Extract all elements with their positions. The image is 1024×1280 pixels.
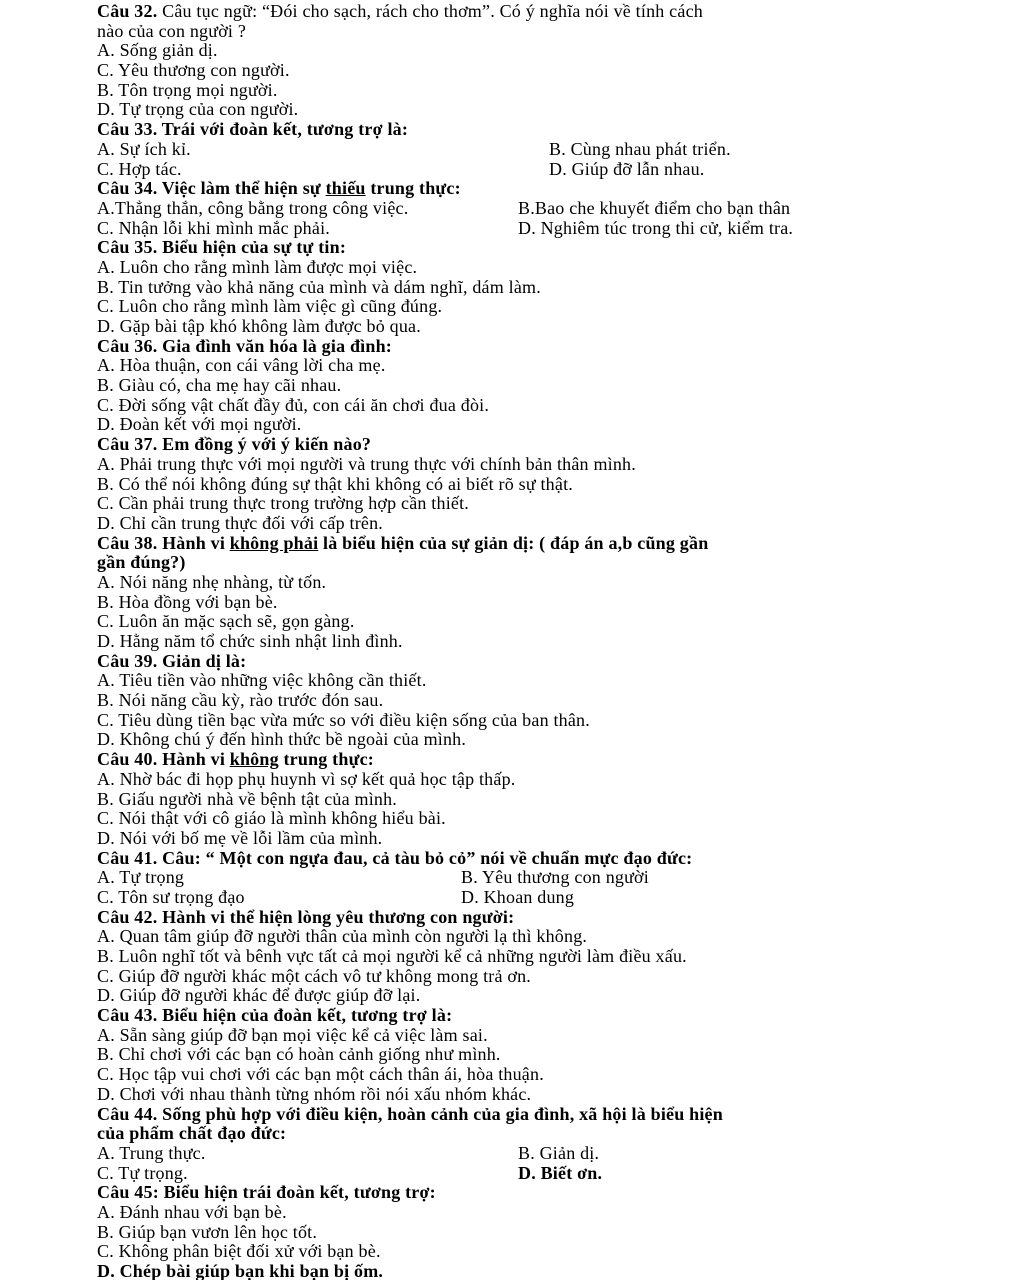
answer-option-row — [97, 415, 942, 435]
answer-option: C. Nói thật với cô giáo là mình không hiểu bài. — [97, 808, 446, 829]
answer-option: A. Sẵn sàng giúp đỡ bạn mọi việc kể cả việc làm sai. — [97, 1024, 488, 1045]
answer-option-row — [97, 140, 942, 160]
answer-option: B. Tôn trọng mọi người. — [97, 79, 278, 100]
answer-option-row — [97, 1164, 942, 1184]
answer-option: C. Yêu thương con người. — [97, 60, 290, 81]
answer-option-row — [97, 986, 942, 1006]
answer-option: D. Giúp đỡ người khác để được giúp đỡ lại. — [97, 985, 421, 1006]
question-header-keyword: thiếu — [325, 178, 366, 199]
question — [97, 1105, 942, 1184]
answer-option: D. Hằng năm tổ chức sinh nhật linh đình. — [97, 631, 403, 651]
answer-option: A. Nói năng nhẹ nhàng, từ tốn. — [97, 571, 327, 592]
question-header-line — [97, 1124, 942, 1144]
question-header-text: Câu 36. Gia đình văn hóa là gia đình: — [97, 335, 392, 356]
answer-option-row — [97, 258, 942, 278]
answer-option: A. Trung thực. — [97, 1142, 206, 1163]
question — [97, 179, 942, 238]
answer-option-row — [97, 1065, 942, 1085]
answer-option-row — [97, 494, 942, 514]
answer-option-row — [97, 475, 942, 495]
question — [97, 435, 942, 533]
answer-option: D. Không chú ý đến hình thức bề ngoài của mình. — [97, 729, 467, 750]
answer-option: A.Thẳng thắn, công bằng trong công việc. — [97, 197, 409, 218]
question-header-text: Câu 42. Hành vi thể hiện lòng yêu thương con người: — [97, 906, 515, 927]
answer-option-row — [97, 1085, 942, 1105]
question-header-text: trung thực: — [278, 749, 374, 770]
question-header-text: Câu 40. Hành vi — [97, 749, 230, 770]
answer-option: B. Giàu có, cha mẹ hay cãi nhau. — [97, 375, 342, 396]
question-header-keyword: không phải — [229, 532, 319, 553]
question-header-keyword: không — [229, 749, 279, 770]
answer-option-row — [97, 671, 942, 691]
question-header-line — [97, 1105, 942, 1125]
answer-option-row — [97, 1262, 942, 1280]
answer-option: B. Nói năng cầu kỳ, rào trước đón sau. — [97, 690, 384, 711]
question-header-line — [97, 553, 942, 573]
question-header-line — [97, 849, 942, 869]
question — [97, 908, 942, 1006]
answer-option: C. Cần phải trung thực trong trường hợp cần thiết. — [97, 493, 469, 514]
question-header-line — [97, 22, 942, 42]
document-body — [97, 2, 942, 1280]
answer-option: C. Luôn ăn mặc sạch sẽ, gọn gàng. — [97, 611, 355, 632]
answer-option: D. Giúp đỡ lẫn nhau. — [549, 158, 705, 179]
answer-option-row — [97, 376, 942, 396]
answer-option-row — [97, 809, 942, 829]
answer-option-row — [97, 967, 942, 987]
answer-option-row — [97, 1223, 942, 1243]
answer-option-row — [97, 947, 942, 967]
answer-option-row — [97, 41, 942, 61]
answer-option: D. Chơi với nhau thành từng nhóm rồi nói xấu nhóm khác. — [97, 1083, 532, 1104]
answer-option-row — [97, 593, 942, 613]
answer-option: C. Không phân biệt đối xử với bạn bè. — [97, 1241, 381, 1262]
answer-option: A. Sống giản dị. — [97, 40, 218, 61]
answer-option: B. Có thể nói không đúng sự thật khi không có ai biết rõ sự thật. — [97, 473, 573, 494]
question-header-line — [97, 908, 942, 928]
question-header-text: Câu tục ngữ: “Đói cho sạch, rách cho thơm”. Có ý nghĩa nói về tính cách — [157, 1, 703, 21]
answer-option: C. Giúp đỡ người khác một cách vô tư không mong trả ơn. — [97, 965, 532, 986]
answer-option: C. Hợp tác. — [97, 158, 182, 179]
answer-option-row — [97, 868, 942, 888]
question — [97, 2, 942, 120]
question-header-line — [97, 1183, 942, 1203]
answer-option-row — [97, 927, 942, 947]
question-header-text: Câu 41. Câu: “ Một con ngựa đau, cả tàu bỏ cỏ” nói về chuẩn mực đạo đức: — [97, 847, 693, 868]
answer-option: A. Hòa thuận, con cái vâng lời cha mẹ. — [97, 355, 386, 376]
answer-option-row — [97, 356, 942, 376]
answer-option: A. Phải trung thực với mọi người và trung thực với chính bản thân mình. — [97, 453, 636, 474]
answer-option-row — [97, 829, 942, 849]
answer-option-row — [97, 297, 942, 317]
answer-option: C. Nhận lỗi khi mình mắc phải. — [97, 217, 330, 238]
answer-option-row — [97, 219, 942, 239]
answer-option: A. Sự ích kỉ. — [97, 138, 191, 159]
answer-option-row — [97, 711, 942, 731]
answer-option-row — [97, 278, 942, 298]
answer-option-row — [97, 317, 942, 337]
question-header-line — [97, 179, 942, 199]
answer-option-row — [97, 770, 942, 790]
question-header-text: Câu 34. Việc làm thể hiện sự — [97, 178, 326, 199]
question-header-text: của phẩm chất đạo đức: — [97, 1123, 287, 1144]
question-header-text: Câu 37. Em đồng ý với ý kiến nào? — [97, 434, 372, 455]
answer-option: B. Giúp bạn vươn lên học tốt. — [97, 1221, 318, 1242]
answer-option-row — [97, 632, 942, 652]
question-header-text: Câu 35. Biểu hiện của sự tự tin: — [97, 237, 347, 258]
question-header-line — [97, 1006, 942, 1026]
answer-option: D. Nói với bố mẹ về lỗi lầm của mình. — [97, 827, 383, 848]
answer-option: D. Nghiêm túc trong thi cử, kiểm tra. — [518, 217, 794, 238]
answer-option: B. Giản dị. — [518, 1142, 600, 1163]
question-header-text: Câu 39. Giản dị là: — [97, 650, 247, 671]
answer-option: B. Hòa đồng với bạn bè. — [97, 591, 278, 612]
answer-option: D. Biết ơn. — [518, 1162, 603, 1183]
answer-option-row — [97, 1203, 942, 1223]
question-header-line — [97, 337, 942, 357]
question-header-line — [97, 238, 942, 258]
question-header-text: trung thực: — [365, 178, 461, 199]
answer-option: A. Nhờ bác đi họp phụ huynh vì sợ kết quả học tập thấp. — [97, 768, 516, 789]
answer-option-row — [97, 691, 942, 711]
question-header-text: Câu 33. Trái với đoàn kết, tương trợ là: — [97, 119, 409, 140]
answer-option: C. Tiêu dùng tiền bạc vừa mức so với điều kiện sống của ban thân. — [97, 709, 590, 730]
answer-option-row — [97, 199, 942, 219]
answer-option: D. Khoan dung — [461, 886, 575, 907]
answer-option-row — [97, 160, 942, 180]
answer-option-row — [97, 573, 942, 593]
question-header-text: gần đúng?) — [97, 552, 186, 573]
answer-option-row — [97, 81, 942, 101]
answer-option-row — [97, 1045, 942, 1065]
question — [97, 120, 942, 179]
question — [97, 849, 942, 908]
answer-option: D. Chép bài giúp bạn khi bạn bị ốm. — [97, 1261, 384, 1280]
answer-option: B. Cùng nhau phát triển. — [549, 138, 731, 159]
answer-option-row — [97, 1242, 942, 1262]
answer-option: D. Tự trọng của con người. — [97, 99, 299, 120]
answer-option: D. Đoàn kết với mọi người. — [97, 414, 302, 435]
answer-option: A. Đánh nhau với bạn bè. — [97, 1201, 287, 1222]
answer-option-row — [97, 100, 942, 120]
answer-option-row — [97, 396, 942, 416]
answer-option: C. Luôn cho rằng mình làm việc gì cũng đúng. — [97, 296, 443, 317]
question — [97, 750, 942, 848]
answer-option-row — [97, 61, 942, 81]
question — [97, 1006, 942, 1104]
answer-option: A. Quan tâm giúp đỡ người thân của mình còn người lạ thì không. — [97, 926, 588, 947]
answer-option: B. Yêu thương con người — [461, 867, 649, 888]
question-header-line — [97, 120, 942, 140]
question-header-text: nào của con người ? — [97, 20, 247, 41]
answer-option-row — [97, 790, 942, 810]
answer-option: D. Chỉ cần trung thực đối với cấp trên. — [97, 512, 384, 533]
answer-option-row — [97, 730, 942, 750]
answer-option: A. Tiêu tiền vào những việc không cần thiết. — [97, 670, 427, 691]
question-header-text: Câu 43. Biểu hiện của đoàn kết, tương trợ là: — [97, 1005, 453, 1026]
question-header-line — [97, 435, 942, 455]
answer-option: A. Tự trọng — [97, 867, 185, 888]
answer-option: A. Luôn cho rằng mình làm được mọi việc. — [97, 256, 418, 277]
question-header-line — [97, 2, 942, 22]
answer-option: C. Học tập vui chơi với các bạn một cách thân ái, hòa thuận. — [97, 1064, 544, 1085]
answer-option: B. Luôn nghĩ tốt và bênh vực tất cả mọi người kể cả những người làm điều xấu. — [97, 946, 687, 966]
question-header-line — [97, 750, 942, 770]
answer-option: C. Đời sống vật chất đầy đủ, con cái ăn chơi đua đòi. — [97, 394, 490, 415]
answer-option-row — [97, 888, 942, 908]
question-header-text: là biểu hiện của sự giản dị: ( đáp án a,b cũng gần — [318, 532, 709, 553]
question — [97, 1183, 942, 1280]
answer-option: D. Gặp bài tập khó không làm được bỏ qua. — [97, 316, 421, 336]
question-header-line — [97, 652, 942, 672]
question-header-line — [97, 534, 942, 554]
question — [97, 238, 942, 336]
answer-option: B. Tin tưởng vào khả năng của mình và dám nghĩ, dám làm. — [97, 276, 541, 297]
answer-option-row — [97, 455, 942, 475]
question — [97, 534, 942, 652]
answer-option: C. Tôn sư trọng đạo — [97, 886, 245, 907]
question-header-text: Câu 45: Biểu hiện trái đoàn kết, tương trợ: — [97, 1182, 436, 1203]
answer-option-row — [97, 1026, 942, 1046]
answer-option: B. Giấu người nhà về bệnh tật của mình. — [97, 788, 398, 809]
answer-option-row — [97, 514, 942, 534]
question-header-text: Câu 44. Sống phù hợp với điều kiện, hoàn cảnh của gia đình, xã hội là biểu hiện — [97, 1103, 723, 1124]
question — [97, 652, 942, 750]
answer-option-row — [97, 612, 942, 632]
answer-option: B. Chỉ chơi với các bạn có hoàn cảnh giống như mình. — [97, 1044, 501, 1065]
answer-option: C. Tự trọng. — [97, 1162, 188, 1183]
question-header-text: Câu 32. — [97, 1, 158, 21]
question — [97, 337, 942, 435]
answer-option: B.Bao che khuyết điểm cho bạn thân — [518, 197, 791, 218]
answer-option-row — [97, 1144, 942, 1164]
question-header-text: Câu 38. Hành vi — [97, 532, 230, 553]
